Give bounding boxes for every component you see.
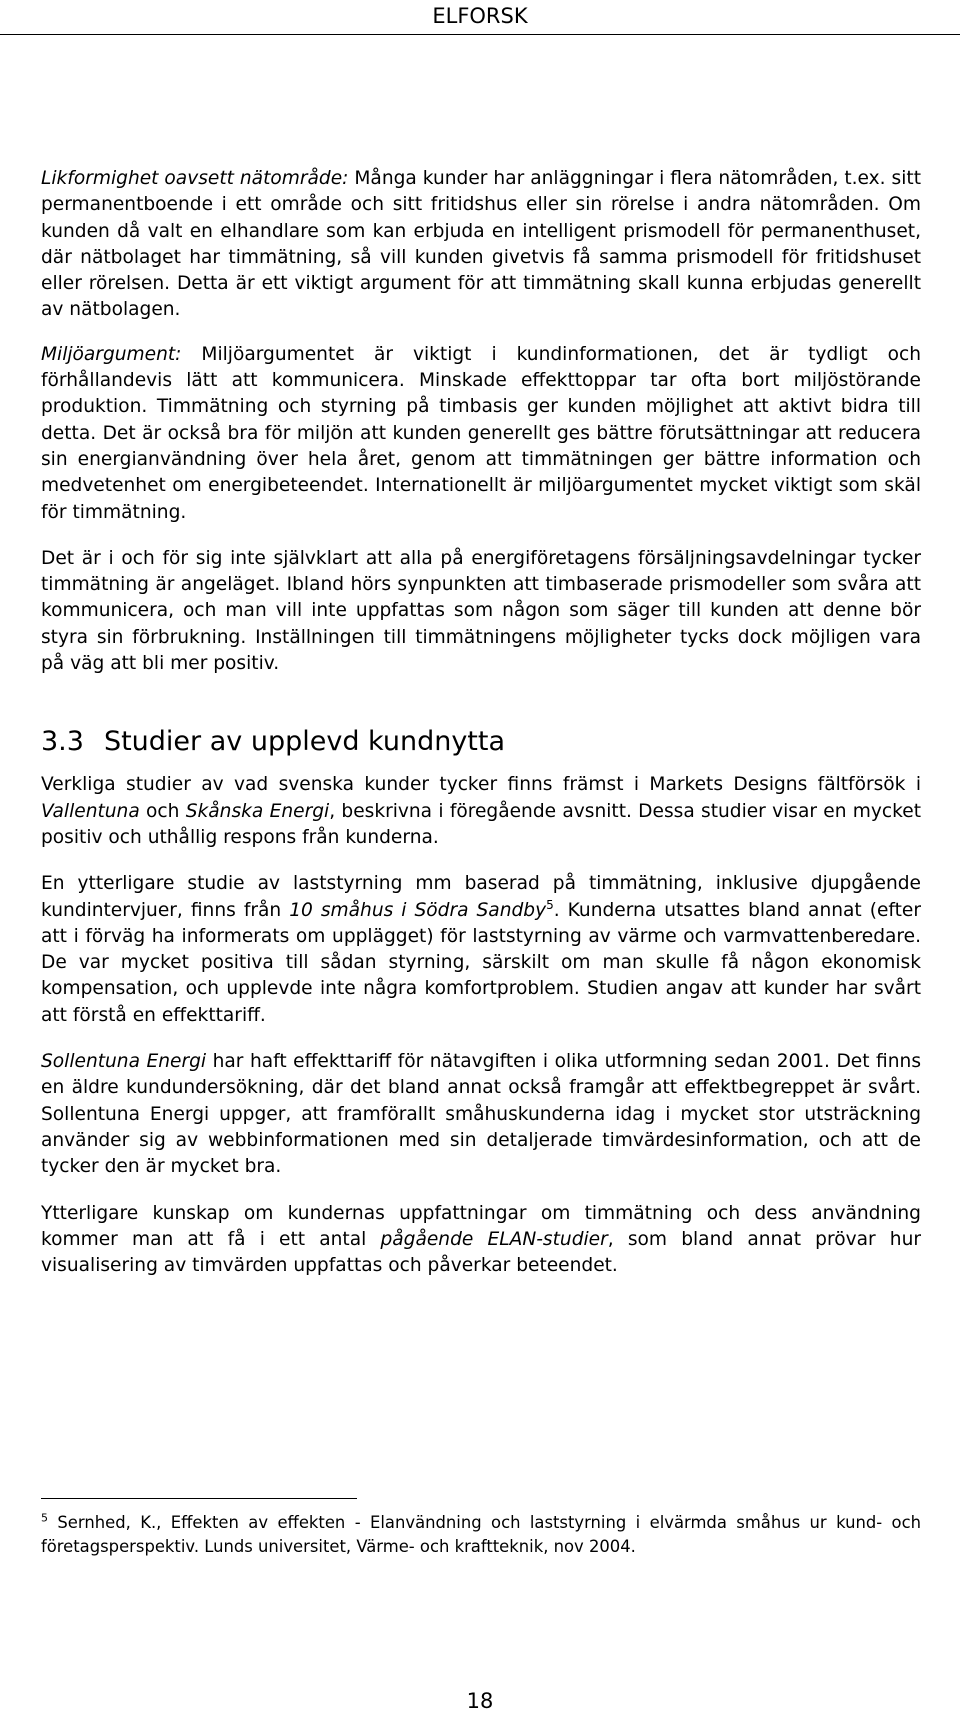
italic-term: pågående ELAN-studier [380,1228,608,1250]
paragraph-sollentuna [41,1049,921,1180]
paragraph-forsaljning [41,546,921,677]
paragraph-lead: Miljöargument: [41,343,182,365]
paragraph-text: . Kunderna utsattes bland annat (efter att i förväg ha informerats om upplägget) för laststyrning av värme och varmvattenberedare. De var mycket positiva till sådan styrning, särskilt om man skulle få någon ekonomisk kompensation, och upplevde inte några komfortproblem. Studien angav att kunder har svårt att förstå en effekttariff. [41,899,921,1026]
paragraph-elan-studier [41,1201,921,1280]
footnote [41,1511,921,1559]
footnote-reference[interactable]: 5 [546,897,554,912]
paragraph-text: Miljöargumentet är viktigt i kundinformationen, det är tydligt och förhållandevis lätt att kommunicera. Minskade effekttoppar tar ofta bort miljöstörande produktion. Timmätning och styrning på timbasis ger kunden möjlighet att aktivt bidra till detta. Det är också bra för miljön att kunden generellt ges bättre förutsättningar att reducera sin energianvändning över hela året, genom att timmätningen ger bättre information och medvetenhet om energibeteendet. Internationellt är miljöargumentet mycket viktigt som skäl för timmätning. [41,343,921,523]
page-number: 18 [466,1689,494,1713]
paragraph-lead: Likformighet oavsett nätområde: [41,168,349,189]
paragraph-text: , som bland annat prövar hur visualisering av timvärden uppfattas och påverkar beteendet. [41,1228,922,1277]
italic-term: Sollentuna Energi [41,1051,207,1073]
paragraph-text: En ytterligare studie av laststyrning mm baserad på timmätning, inklusive djupgående kundintervjuer, finns från [41,873,921,921]
paragraph-likformighet [41,166,921,324]
footnote-text: Sernhed, K., Effekten av effekten - Elanvändning och laststyrning i elvärmda småhus ur kund- och företagsperspektiv. Lunds universitet, Värme- och kraftteknik, nov 2004. [41,1513,921,1556]
document-body [41,166,921,1279]
section-title: Studier av upplevd kundnytta [103,726,506,758]
paragraph-text: Det är i och för sig inte självklart att alla på energiföretagens försäljningsavdelningar tycker timmätning är angeläget. Ibland hörs synpunkten att timbaserade prismodeller som svåra att kommunicera, och man vill inte uppfattas som någon som säger till kunden att denne bör styra sin förbrukning. Inställningen till timmätningens möjligheter tycks dock möjligen vara på väg att bli mer positiv. [41,547,921,675]
section-heading [41,726,921,758]
footnote-number: 5 [41,1511,48,1525]
footnote-divider [41,1498,357,1499]
paragraph-text: , beskrivna i föregående avsnitt. Dessa studier visar en mycket positiv och uthållig respons från kunderna. [41,800,921,848]
section-number: 3.3 [41,726,84,758]
italic-term: Skånska Energi [185,800,330,822]
italic-term: 10 småhus i Södra Sandby [289,899,547,921]
page-header [0,0,960,35]
paragraph-text: och [139,800,186,822]
paragraph-text: Många kunder har anläggningar i flera nätområden, t.ex. sitt permanentboende i ett område och sitt fritidshus eller sin rörelse i andra nätområden. Om kunden då valt en elhandlare som kan erbjuda en intelligent prismodell för permanenthuset, där nätbolaget har timmätning, så vill kunden givetvis få samma prismodell för fritidshuset eller rörelsen. Detta är ett viktigt argument för att timmätning skall kunna erbjudas generellt av nätbolagen. [41,168,921,321]
header-title: ELFORSK [432,4,528,28]
italic-term: Vallentuna [41,800,140,822]
paragraph-ytterligare-studie [41,871,921,1029]
paragraph-miljoargument [41,342,921,526]
paragraph-verkliga-studier [41,772,921,851]
paragraph-text: har haft effekttariff för nätavgiften i olika utformning sedan 2001. Det finns en äldre kundundersökning, där det bland annat också framgår att effektbegreppet är svårt. Sollentuna Energi uppger, att framförallt småhuskunderna idag i mycket stor utsträckning använder sig av webbinformationen med sin detaljerade timvärdesinformation, och att de tycker den är mycket bra. [41,1051,922,1178]
paragraph-text: Verkliga studier av vad svenska kunder tycker finns främst i Markets Designs fältförsök i [41,774,921,796]
paragraph-text: Ytterligare kunskap om kundernas uppfattningar om timmätning och dess användning kommer man att få i ett antal [41,1202,921,1250]
